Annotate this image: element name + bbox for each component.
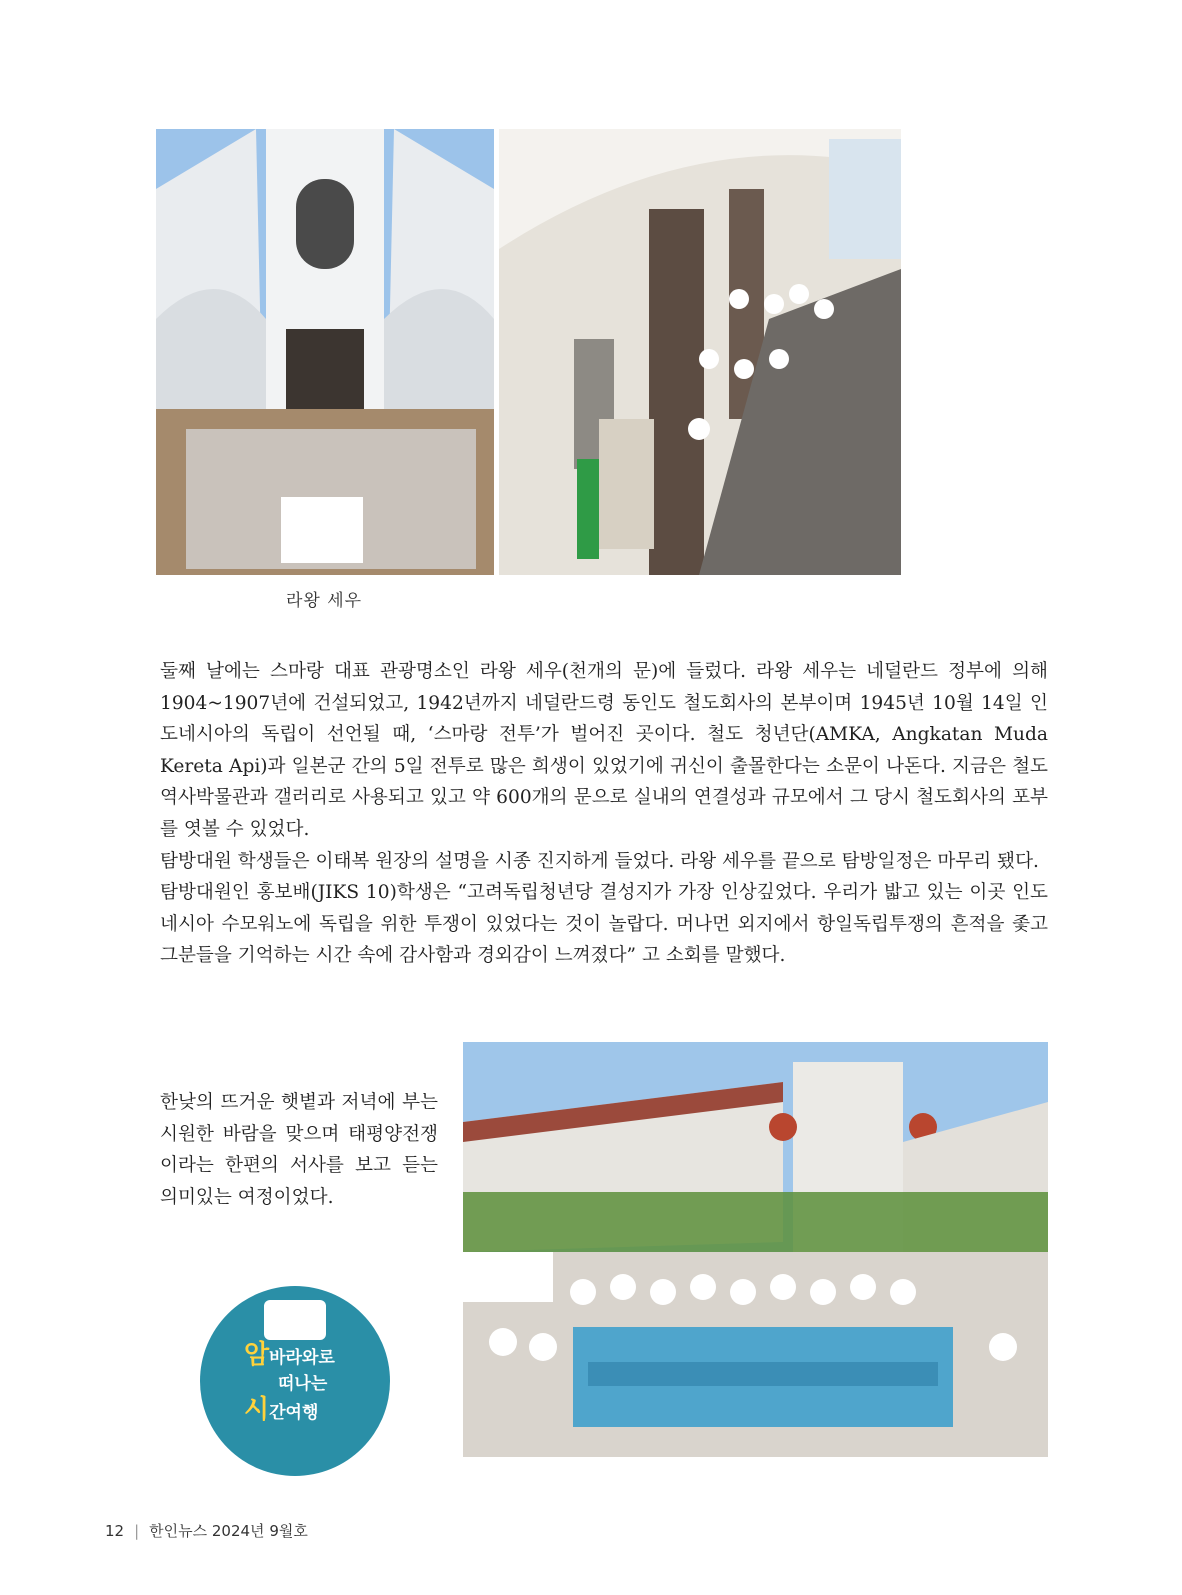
paragraph: 탐방대원 학생들은 이태복 원장의 설명을 시종 진지하게 들었다. 라왕 세우를 끝으로 탐방일정은 마무리 됐다. (160, 850, 1039, 872)
page-number: 12 (105, 1522, 125, 1540)
photo-group-banner (463, 1042, 1048, 1457)
badge-title: 암바라와로 떠나는 시간여행 (244, 1340, 335, 1425)
footer-divider: | (134, 1522, 140, 1540)
program-badge (200, 1286, 390, 1476)
page-footer (105, 1520, 308, 1541)
article-body (160, 656, 1048, 972)
photo-lawang-sewu-building (156, 129, 494, 575)
paragraph: 탐방대원인 홍보배(JIKS 10)학생은 “고려독립청년당 결성지가 가장 인상깊었다. 우리가 밟고 있는 이곳 인도네시아 수모워노에 독립을 위한 투쟁이 있었다는 것이 놀랍다. 머나먼 외지에서 항일독립투쟁의 흔적을 좇고 그분들을 기억하는 시간 속에 감사함과 경외감이 느껴졌다” 고 소회를 말했다. (160, 882, 1048, 967)
paragraph: 둘째 날에는 스마랑 대표 관광명소인 라왕 세우(천개의 문)에 들렀다. 라왕 세우는 네덜란드 정부에 의해 1904~1907년에 건설되었고, 1942년까지 네덜란드령 동인도 철도회사의 본부이며 1945년 10월 14일 인도네시아의 독립이 선언될 때, ‘스마랑 전투’가 벌어진 곳이다. 철도 청년단(AMKA, Angkatan Muda Kereta Api)과 일본군 간의 5일 전투로 많은 희생이 있었기에 귀신이 출몰한다는 소문이 나돈다. 지금은 철도 역사박물관과 갤러리로 사용되고 있고 약 600개의 문으로 실내의 연결성과 규모에서 그 당시 철도회사의 포부를 엿볼 수 있었다. (160, 661, 1048, 840)
closing-paragraph: 한낮의 뜨거운 햇볕과 저녁에 부는 시원한 바람을 맞으며 태평양전쟁이라는 한편의 서사를 보고 듣는 의미있는 여정이었다. (160, 1092, 438, 1208)
publication-name: 한인뉴스 2024년 9월호 (149, 1522, 308, 1540)
photo-caption: 라왕 세우 (286, 591, 363, 611)
organization-logo-icon (264, 1300, 326, 1340)
photo-stairs-explanation (499, 129, 901, 575)
